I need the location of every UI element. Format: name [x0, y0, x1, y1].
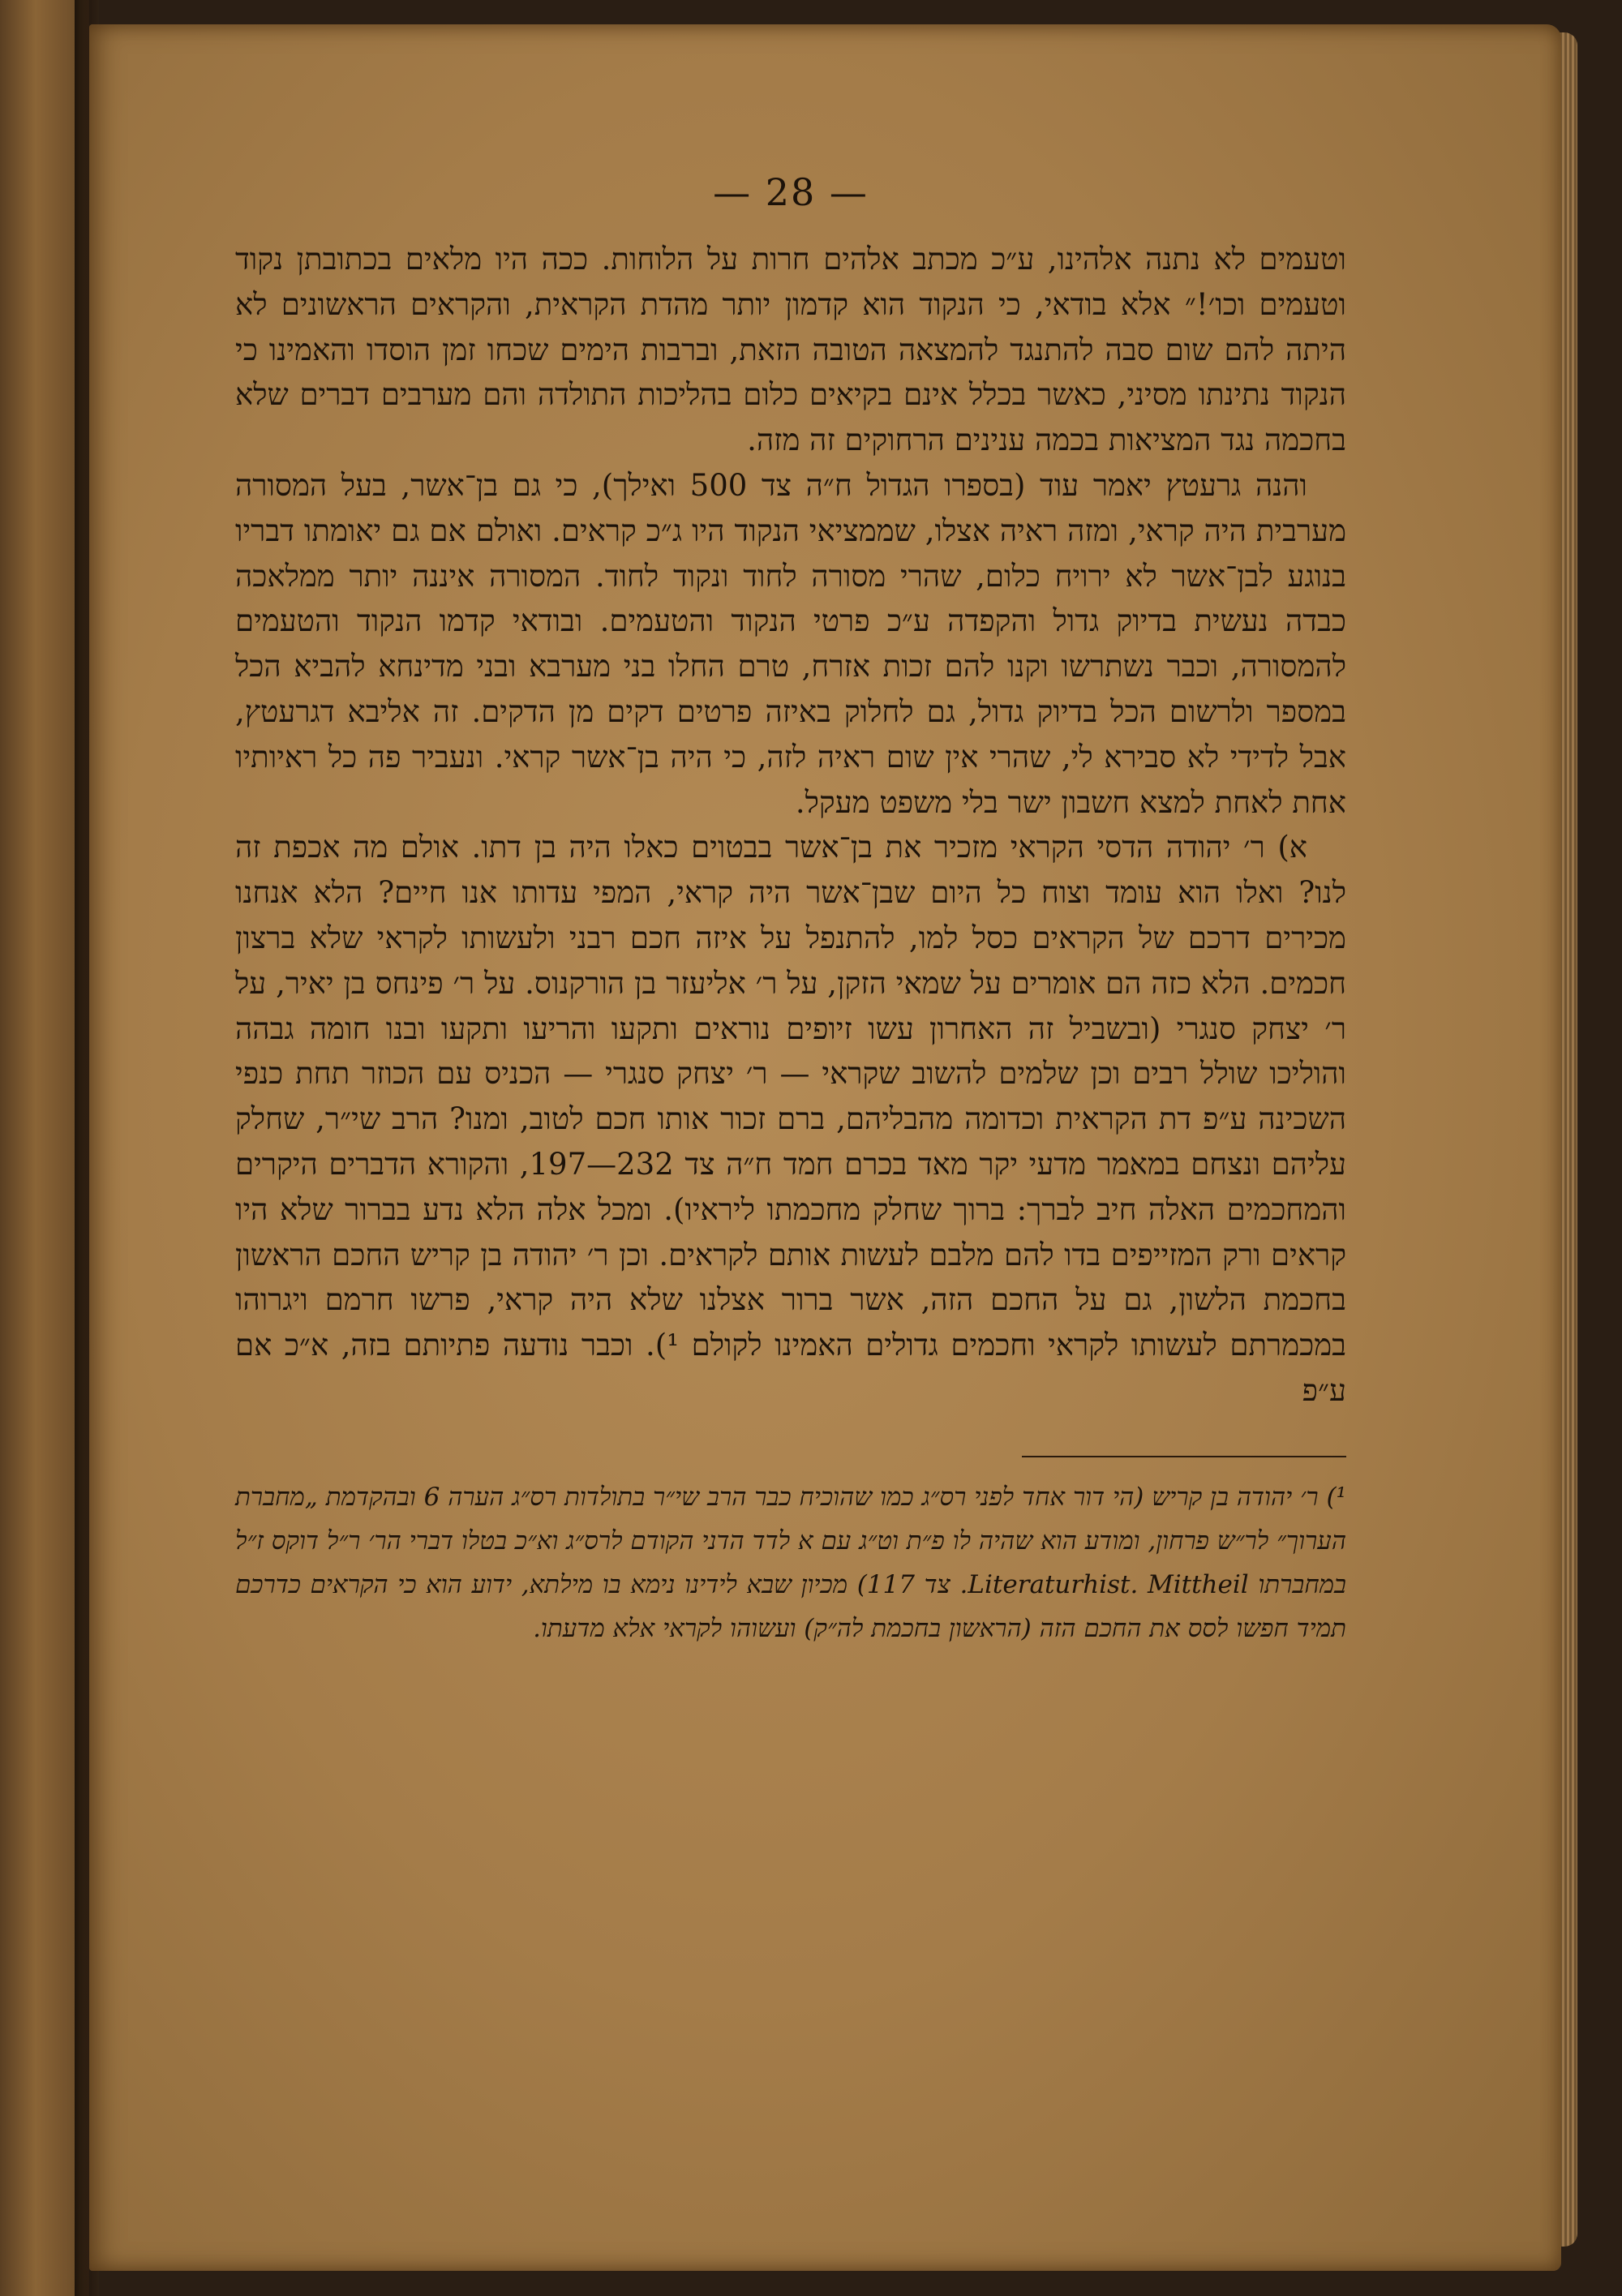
- page-number: — 28 —: [713, 170, 869, 214]
- paragraph: וטעמים לא נתנה אלהינו, ע״כ מכתב אלהים חרות על הלוחות. ככה היו מלאים בכתובתן נקוד וטעמים וכו׳!״ אלא בודאי, כי הנקוד הוא קדמון יותר מהדת הקראית, והקראים הראשונים לא היתה להם שום סבה להתנגד להמצאה הטובה הזאת, וברבות הימים שכחו זמן הוסדו והאמינו כי הנקוד נתינתו מסיני, כאשר בכלל אינם בקיאים כלום בהליכות התולדה והם מערבים דברים שלא בחכמה נגד המציאות בכמה ענינים הרחוקים זה מזה.: [235, 242, 1346, 458]
- paragraph: א) ר׳ יהודה הדסי הקראי מזכיר את בן־אשר בבטוים כאלו היה בן דתו. אולם מה אכפת זה לנו? ואלו הוא עומד וצוח כל היום שבן־אשר היה קראי, המפי עדותו אנו חיים? הלא אנחנו מכירים דרכם של הקראים כסל למו, להתנפל על איזה חכם רבני ולעשותו לקראי שלא ברצון חכמים. הלא כזה הם אומרים על שמאי הזקן, על ר׳ אליעזר בן הורקנוס. על ר׳ פינחס בן יאיר, על ר׳ יצחק סנגרי (ובשביל זה האחרון עשו זיופים נוראים ותקעו והריעו ותקעו ובנו חומה גבהה והוליכו שולל רבים וכן שלמים להשוב שקראי — ר׳ יצחק סנגרי — הכניס עם הכוזר תחת כנפי השכינה ע״פ דת הקראית וכדומה מהבליהם, ברם זכור אותו חכם לטוב, ומנו? הרב שי״ר, שחלק עליהם ונצחם במאמר מדעי יקר מאד בכרם חמד ח״ה צד 232—197, והקורא הדברים היקרים והמחכמים האלה חיב לברך: ברוך שחלק מחכמתו ליראיו). ומכל אלה הלא נדע בברור שלא היו קראים ורק המזייפים בדו להם מלבם לעשות אותם לקראים. וכן ר׳ יהודה בן קריש החכם הראשון בחכמת הלשון, גם על החכם הזה, אשר ברור אצלנו שלא היה קראי, פרשו חרמם ויגרוהו במכמרתם לעשותו לקראי וחכמים גדולים האמינו לקולם ¹). וכבר נודעה פתיותם בזה, א״כ אם ע״פ: [235, 830, 1347, 1408]
- page-content: [235, 170, 1346, 1650]
- footnote-separator: [1022, 1456, 1346, 1457]
- paragraph: והנה גרעטץ יאמר עוד (בספרו הגדול ח״ה צד 500 ואילך), כי גם בן־אשר, בעל המסורה מערבית היה קראי, ומזה ראיה אצלו, שממציאי הנקוד היו ג״כ קראים. ואולם אם גם יאומתו דבריו בנוגע לבן־אשר לא ירויח כלום, שהרי מסורה לחוד ונקוד לחוד. המסורה איננה יותר ממלאכה כבדה נעשית בדיוק גדול והקפדה ע״כ פרטי הנקוד והטעמים. ובודאי קדמו הנקוד והטעמים להמסורה, וכבר נשתרשו וקנו להם זכות אזרח, טרם החלו בני מערבא ובני מדינחא להביא הכל במספר ולרשום הכל בדיוק גדול, גם לחלוק באיזה פרטים דקים מן הדקים. זה אליבא דגרעטץ, אבל לדידי לא סבירא לי, שהרי אין שום ראיה לזה, כי היה בן־אשר קראי. ונעביר פה כל ראיותיו אחת לאחת למצא חשבון ישר בלי משפט מעקל.: [235, 467, 1346, 820]
- main-text: [235, 237, 1346, 1414]
- footnote: ¹) ר׳ יהודה בן קריש (הי דור אחד לפני רס״ג כמו שהוכיח כבר הרב שי״ר בתולדות רס״ג הערה 6 ובהקדמת „מחברת הערוך״ לר״ש פרחון, ומודע הוא שהיה לו פ״ת וט״ג עם א לדד הדני הקודם לרס״ג וא״כ בטלו דברי הר׳ ר״ל דוקס ז״ל במחברתו Literaturhist. Mittheil. צד 117) מכיון שבא לידינו נימא בו מילתא, ידוע הוא כי הקראים כדרכם תמיד חפשו לסס את החכם הזה (הראשון בחכמת לה״ק) ועשוהו לקראי אלא מדעתו.: [235, 1482, 1346, 1643]
